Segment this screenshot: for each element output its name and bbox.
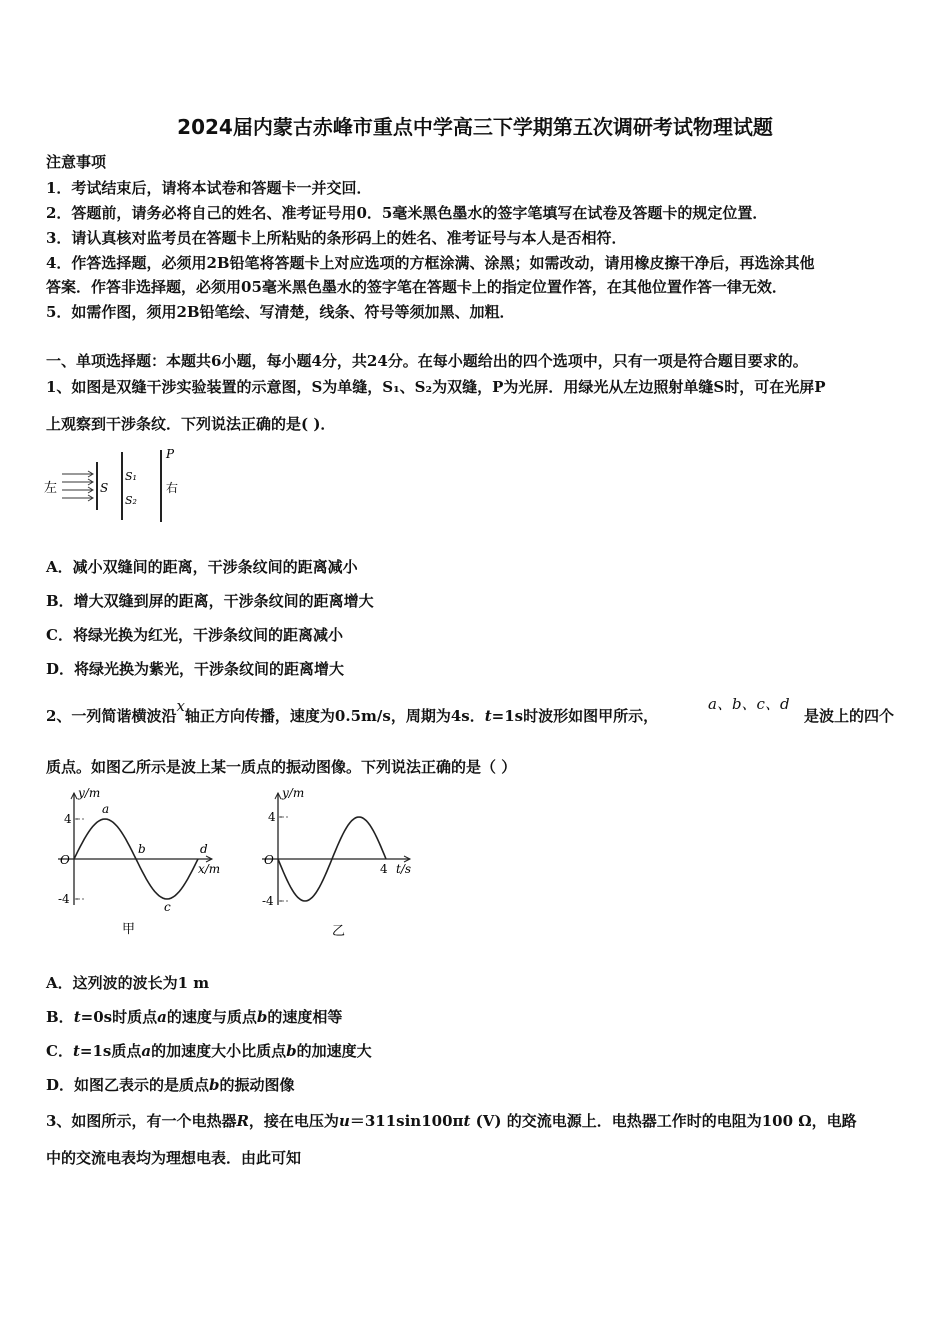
opt-text: =0s时质点 — [80, 1008, 158, 1026]
q2-stem: 质点。如图乙所示是波上某一质点的振动图像。下列说法正确的是（ ） — [46, 758, 517, 776]
notice-item: 4．作答选择题，必须用2B铅笔将答题卡上对应选项的方框涂满、涂黑；如需改动，请用橡皮擦干净后，再选涂其他 — [46, 254, 815, 272]
section-heading: 一、单项选择题：本题共6小题，每小题4分，共24分。在每小题给出的四个选项中，只有一项是符合题目要求的。 — [46, 352, 808, 370]
notice-heading: 注意事项 — [46, 153, 107, 171]
q3-part: ，接在电压为 — [248, 1112, 339, 1130]
y-axis-label: y/m — [78, 786, 101, 800]
wave-graph-jia — [44, 785, 224, 940]
y-tick-label: 4 — [268, 810, 276, 824]
q2-stem-part: 轴正方向传播，速度为0.5m/s，周期为4s． — [184, 707, 485, 725]
q3-r: R — [236, 1112, 249, 1130]
opt-text: =1s质点 — [79, 1042, 142, 1060]
point-label-a: a — [102, 802, 110, 816]
opt-text: B． — [46, 1008, 74, 1026]
q2-points: a、b、c、d — [708, 695, 790, 713]
opt-point: b — [209, 1076, 220, 1094]
opt-text: 的振动图像 — [219, 1076, 295, 1094]
origin-label: O — [264, 853, 274, 867]
light-rays — [62, 471, 93, 501]
opt-t: t — [73, 1008, 81, 1026]
q3-stem: 中的交流电表均为理想电表．由此可知 — [46, 1149, 302, 1167]
x-axis-label: t/s — [396, 862, 412, 876]
point-label-b: b — [138, 842, 146, 856]
y-tick-label: -4 — [58, 892, 70, 906]
q2-option-a[interactable]: A．这列波的波长为1 m — [46, 974, 210, 992]
double-slit-figure — [40, 444, 190, 524]
slit-s1-label: S₁ — [125, 470, 137, 483]
point-label-c: c — [164, 900, 171, 914]
graph-caption: 乙 — [332, 924, 346, 939]
point-label-d: d — [200, 842, 208, 856]
opt-point: a — [157, 1008, 167, 1026]
opt-point: b — [256, 1008, 268, 1026]
notice-item: 1．考试结束后，请将本试卷和答题卡一并交回． — [46, 179, 372, 197]
x-tick-label: 4 — [380, 862, 388, 876]
y-tick-label: 4 — [64, 812, 72, 826]
q2-stem-part: =1s时波形如图甲所示， — [491, 707, 659, 725]
q2-t-symbol: t — [484, 707, 492, 725]
screen-p-label: P — [166, 447, 175, 461]
q3-part: 3、如图所示，有一个电热器 — [46, 1112, 237, 1130]
opt-t: t — [72, 1042, 80, 1060]
origin-label: O — [60, 853, 70, 867]
q1-option-a[interactable]: A．减小双缝间的距离，干涉条纹间的距离减小 — [46, 558, 358, 576]
q1-stem: 上观察到干涉条纹．下列说法正确的是( )． — [46, 415, 336, 433]
left-label: 左 — [44, 481, 58, 496]
opt-text: 的速度相等 — [267, 1008, 343, 1026]
graph-caption: 甲 — [122, 922, 136, 937]
opt-point: b — [286, 1042, 297, 1060]
vibration-graph-yi — [252, 785, 427, 940]
slit-s2-label: S₂ — [125, 494, 137, 507]
q2-option-b[interactable] — [46, 1007, 342, 1027]
q1-stem: 1、如图是双缝干涉实验装置的示意图，S为单缝，S₁、S₂为双缝，P为光屏．用绿光从左边照射单缝S时，可在光屏P — [46, 378, 826, 396]
q2-stem — [46, 697, 659, 726]
q3-u: u — [338, 1112, 350, 1130]
opt-text: C． — [46, 1042, 73, 1060]
q1-option-c[interactable]: C．将绿光换为红光，干涉条纹间的距离减小 — [46, 626, 343, 644]
opt-point: a — [141, 1042, 152, 1060]
q2-option-c[interactable] — [46, 1041, 372, 1061]
notice-item: 2．答题前，请务必将自己的姓名、准考证号用0．5毫米黑色墨水的签字笔填写在试卷及答题卡的规定位置． — [46, 204, 768, 222]
q1-option-b[interactable]: B．增大双缝到屏的距离，干涉条纹间的距离增大 — [46, 592, 374, 610]
q1-option-d[interactable]: D．将绿光换为紫光，干涉条纹间的距离增大 — [46, 660, 345, 678]
x-axis-label: x/m — [198, 862, 221, 876]
right-label: 右 — [166, 481, 179, 495]
q2-stem-end: 是波上的四个 — [804, 707, 895, 725]
y-axis-label: y/m — [282, 786, 305, 800]
opt-text: 的速度与质点 — [166, 1008, 257, 1026]
opt-text: D．如图乙表示的是质点 — [46, 1076, 210, 1094]
q2-stem-part: 2、一列简谐横波沿 — [46, 707, 177, 725]
q2-option-d[interactable] — [46, 1075, 295, 1095]
y-tick-label: -4 — [262, 894, 274, 908]
q3-stem — [46, 1111, 857, 1131]
q3-part: ＝311sin100π — [349, 1112, 464, 1130]
notice-item: 5．如需作图，须用2B铅笔绘、写清楚，线条、符号等须加黑、加粗． — [46, 303, 515, 321]
notice-item: 3．请认真核对监考员在答题卡上所粘贴的条形码上的姓名、准考证号与本人是否相符． — [46, 229, 627, 247]
opt-text: 的加速度大 — [296, 1042, 372, 1060]
q3-t: t — [463, 1112, 471, 1130]
q3-part: (V) 的交流电源上．电热器工作时的电阻为100 Ω，电路 — [470, 1112, 857, 1130]
opt-text: 的加速度大小比质点 — [151, 1042, 287, 1060]
slit-s-label: S — [100, 481, 109, 495]
notice-item: 答案．作答非选择题，必须用05毫米黑色墨水的签字笔在答题卡上的指定位置作答，在其他位置作答一律无效． — [46, 278, 787, 296]
q2-axis-x: x — [176, 697, 185, 715]
page-title: 2024届内蒙古赤峰市重点中学高三下学期第五次调研考试物理试题 — [177, 115, 773, 139]
